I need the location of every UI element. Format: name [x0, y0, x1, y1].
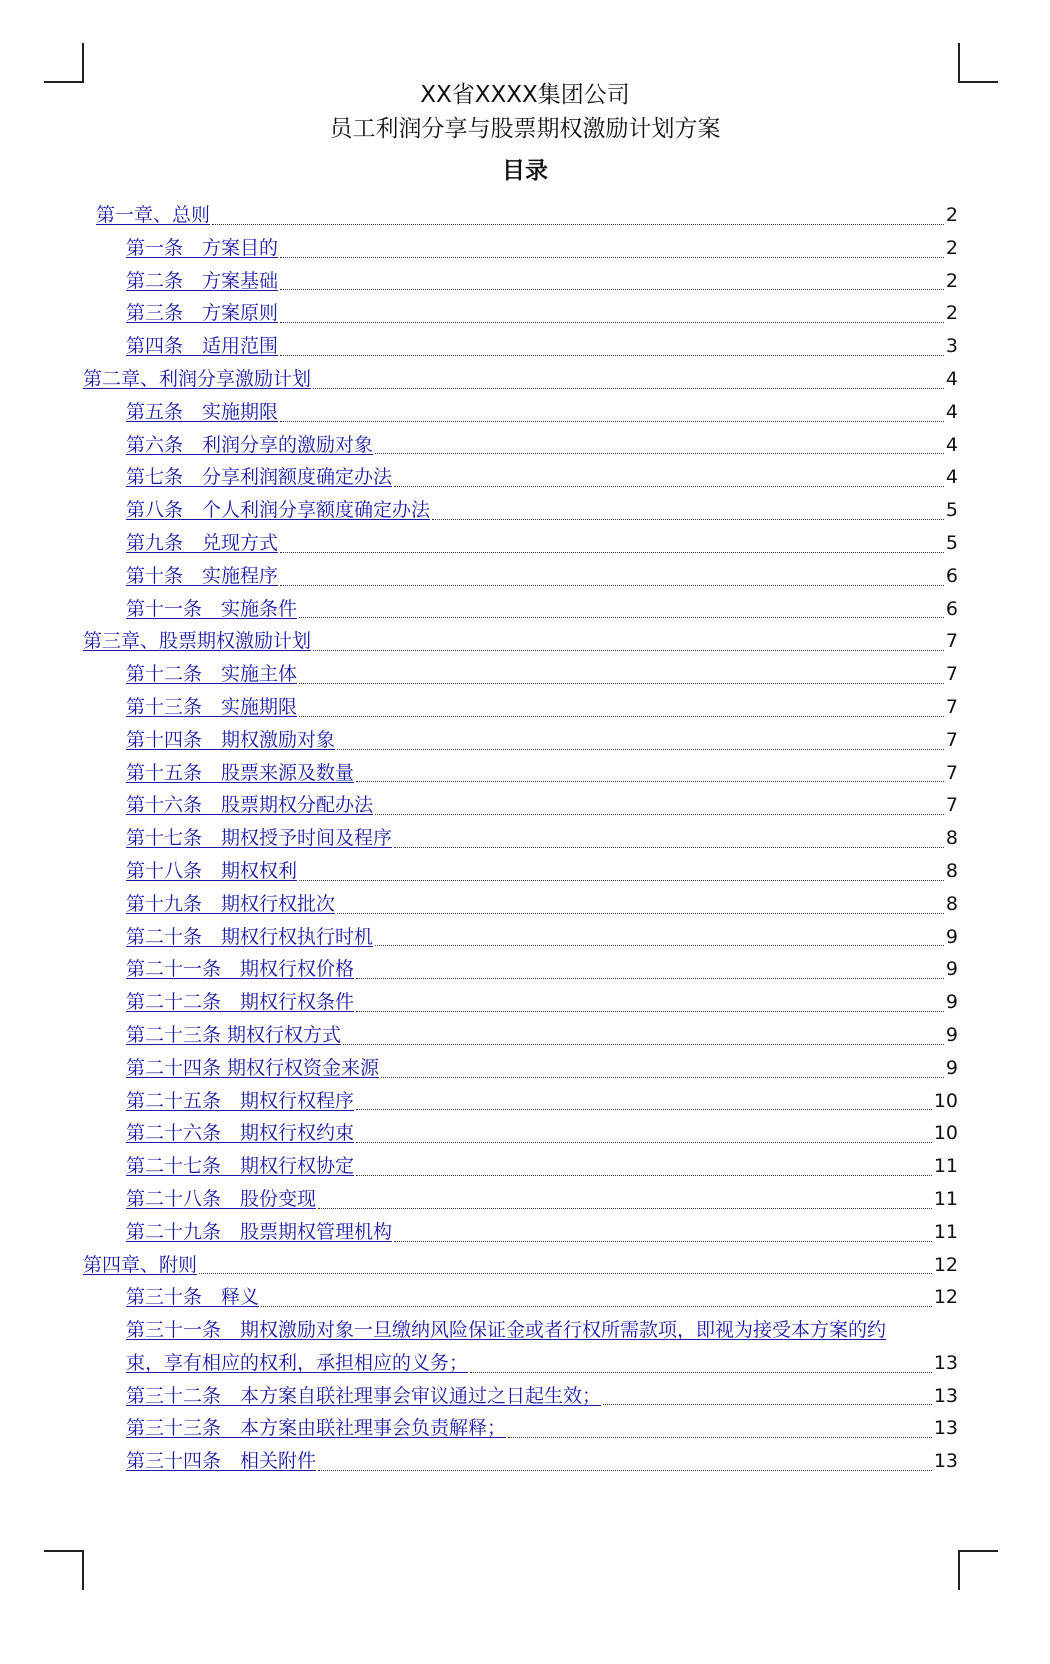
toc-entry-label[interactable]: 第十五条 股票来源及数量: [126, 761, 355, 784]
toc-article-entry[interactable]: [0, 954, 1050, 987]
toc-page-number: 12: [933, 1253, 958, 1276]
toc-page-number: 2: [945, 204, 958, 226]
toc-page-number: 13: [933, 1384, 958, 1407]
toc-dot-leader: [394, 1240, 932, 1242]
toc-article-entry[interactable]: [0, 462, 1050, 495]
toc-article-entry[interactable]: [0, 758, 1050, 791]
toc-article-entry[interactable]: [0, 233, 1050, 266]
toc-dot-leader: [356, 780, 944, 782]
toc-page-number: 2: [945, 302, 958, 325]
toc-dot-leader: [356, 1174, 932, 1176]
toc-dot-leader: [299, 682, 944, 684]
crop-mark-bottom-left: [44, 1550, 84, 1590]
toc-entry-label[interactable]: 第十一条 实施条件: [126, 597, 298, 620]
document-title-line-1: XX省XXXX集团公司: [420, 82, 630, 108]
toc-entry-label[interactable]: 第二十四条 期权行权资金来源: [126, 1056, 380, 1079]
toc-page-number: 4: [945, 433, 958, 456]
toc-entry-label[interactable]: 第二十二条 期权行权条件: [126, 991, 355, 1014]
toc-page-number: 7: [945, 728, 958, 751]
toc-dot-leader: [381, 1076, 944, 1078]
toc-entry-label[interactable]: 第二十七条 期权行权协定: [126, 1155, 355, 1178]
toc-page-number: 4: [945, 367, 958, 390]
crop-mark-top-right: [958, 43, 998, 83]
toc-page-number: 5: [945, 499, 958, 522]
toc-entry-label[interactable]: 第五条 实施期限: [126, 400, 279, 423]
toc-dot-leader: [313, 387, 944, 389]
toc-page-number: 6: [945, 597, 958, 620]
toc-entry-label[interactable]: 第三条 方案原则: [126, 302, 279, 325]
toc-page-number: 4: [945, 466, 958, 489]
document-header: [0, 78, 1050, 188]
toc-entry-label[interactable]: 第十六条 股票期权分配办法: [126, 794, 374, 817]
toc-dot-leader: [299, 879, 944, 881]
toc-dot-leader: [299, 616, 944, 618]
toc-article-entry[interactable]: [0, 987, 1050, 1020]
toc-page-number: 13: [933, 1351, 958, 1374]
toc-page-number: 9: [945, 1056, 958, 1079]
toc-dot-leader: [318, 1469, 932, 1471]
toc-dot-leader: [280, 321, 944, 323]
toc-entry-label[interactable]: 第二十一条 期权行权价格: [126, 958, 355, 981]
toc-entry-label[interactable]: 第二十六条 期权行权约束: [126, 1122, 355, 1145]
toc-page-number: 7: [945, 630, 958, 653]
toc-article-entry[interactable]: [0, 1086, 1050, 1119]
toc-article-entry[interactable]: [0, 1446, 1050, 1479]
toc-dot-leader: [356, 1108, 932, 1110]
toc-page-number: 11: [933, 1187, 958, 1210]
toc-dot-leader: [337, 748, 944, 750]
toc-entry[interactable]: [0, 1348, 1050, 1381]
toc-dot-leader: [337, 912, 944, 914]
toc-entry-label[interactable]: 第二条 方案基础: [126, 269, 279, 292]
toc-page-number: 8: [945, 859, 958, 882]
toc-entry-label[interactable]: 第二十五条 期权行权程序: [126, 1089, 355, 1112]
toc-dot-leader: [280, 256, 944, 258]
toc-page-number: 13: [933, 1417, 958, 1440]
document-title-line-2: 员工利润分享与股票期权激励计划方案: [329, 116, 721, 142]
toc-page-number: 2: [945, 269, 958, 292]
toc-article-entry[interactable]: [0, 594, 1050, 627]
toc-page-number: 9: [945, 1023, 958, 1046]
toc-dot-leader: [470, 1371, 932, 1373]
toc-entry-label[interactable]: 第二十条 期权行权执行时机: [126, 925, 374, 948]
toc-page-number: 10: [933, 1122, 958, 1145]
toc-chapter-entry[interactable]: [0, 1250, 1050, 1283]
table-of-contents: [0, 200, 1050, 1479]
crop-mark-bottom-right: [958, 1550, 998, 1590]
toc-dot-leader: [356, 977, 944, 979]
toc-entry-label[interactable]: 第十条 实施程序: [126, 564, 279, 587]
toc-page-number: 8: [945, 892, 958, 915]
toc-entry-label[interactable]: 第十八条 期权权利: [126, 859, 298, 882]
crop-mark-top-left: [44, 43, 84, 83]
toc-entry-label[interactable]: 第一条 方案目的: [126, 236, 279, 259]
toc-dot-leader: [432, 518, 944, 520]
toc-dot-leader: [356, 1010, 944, 1012]
toc-article-entry[interactable]: [0, 298, 1050, 331]
toc-article-entry[interactable]: [0, 1118, 1050, 1151]
toc-dot-leader: [375, 813, 944, 815]
toc-entry-label[interactable]: 第六条 利润分享的激励对象: [126, 433, 374, 456]
toc-page-number: 12: [933, 1286, 958, 1309]
toc-entry-label[interactable]: 第十四条 期权激励对象: [126, 728, 336, 751]
toc-article-entry[interactable]: [0, 725, 1050, 758]
toc-dot-leader: [394, 846, 944, 848]
toc-article-entry[interactable]: [0, 659, 1050, 692]
toc-page-number: 9: [945, 958, 958, 981]
toc-dot-leader: [212, 223, 944, 225]
toc-article-entry[interactable]: [0, 1151, 1050, 1184]
toc-page-number: 9: [945, 991, 958, 1014]
toc-page-number: 9: [945, 925, 958, 948]
toc-entry-label[interactable]: 第十三条 实施期限: [126, 695, 298, 718]
toc-article-entry[interactable]: [0, 856, 1050, 889]
toc-dot-leader: [343, 1043, 944, 1045]
toc-entry-label[interactable]: 第十二条 实施主体: [126, 663, 298, 686]
toc-page-number: 11: [933, 1155, 958, 1178]
toc-article-entry[interactable]: [0, 1282, 1050, 1315]
toc-page-number: 7: [945, 794, 958, 817]
toc-dot-leader: [375, 944, 944, 946]
toc-article-entry[interactable]: [0, 1184, 1050, 1217]
toc-entry-label[interactable]: 第三十条 释义: [126, 1286, 260, 1309]
toc-entry-label[interactable]: 第三十三条 本方案由联社理事会负责解释；: [126, 1417, 507, 1440]
toc-entry-label[interactable]: 第二十三条 期权行权方式: [126, 1023, 342, 1046]
toc-entry-label[interactable]: 第二十八条 股份变现: [126, 1187, 317, 1210]
toc-chapter-entry[interactable]: [0, 200, 1050, 233]
toc-page-number: 13: [933, 1450, 958, 1473]
toc-entry-label[interactable]: 第四章、附则: [83, 1253, 198, 1276]
toc-article-entry[interactable]: [0, 430, 1050, 463]
toc-page-number: 6: [945, 564, 958, 587]
toc-entry-label[interactable]: 第四条 适用范围: [126, 335, 279, 358]
toc-entry-label[interactable]: 第三章、股票期权激励计划: [83, 630, 312, 653]
toc-dot-leader: [318, 1207, 932, 1209]
toc-entry-label[interactable]: 第十七条 期权授予时间及程序: [126, 827, 393, 850]
toc-article-entry[interactable]: [0, 1413, 1050, 1446]
toc-entry-label[interactable]: 第二章、利润分享激励计划: [83, 367, 312, 390]
toc-page-number: 5: [945, 531, 958, 554]
toc-page-number: 4: [945, 400, 958, 423]
toc-entry-label[interactable]: 第七条 分享利润额度确定办法: [126, 466, 393, 489]
toc-page-number: 2: [945, 236, 958, 259]
toc-dot-leader: [356, 1141, 932, 1143]
toc-page-number: 8: [945, 827, 958, 850]
toc-entry-label[interactable]: 第三十一条 期权激励对象一旦缴纳风险保证金或者行权所需款项，即视为接受本方案的约: [126, 1319, 887, 1342]
toc-article-entry[interactable]: [0, 1053, 1050, 1086]
toc-entry-label[interactable]: 第二十九条 股票期权管理机构: [126, 1220, 393, 1243]
toc-page-number: 7: [945, 761, 958, 784]
toc-article-entry[interactable]: [0, 1217, 1050, 1250]
toc-entry-label[interactable]: 第八条 个人利润分享额度确定办法: [126, 499, 431, 522]
toc-page-number: 10: [933, 1089, 958, 1112]
toc-article-entry[interactable]: [0, 528, 1050, 561]
toc-dot-leader: [199, 1272, 932, 1274]
toc-article-entry[interactable]: [0, 823, 1050, 856]
toc-article-entry[interactable]: [0, 790, 1050, 823]
toc-entry-label[interactable]: 第三十四条 相关附件: [126, 1450, 317, 1473]
toc-page-number: 3: [945, 335, 958, 358]
toc-entry-label[interactable]: 第九条 兑现方式: [126, 531, 279, 554]
toc-chapter-entry[interactable]: [0, 364, 1050, 397]
toc-entry-line[interactable]: [0, 1315, 1050, 1348]
toc-dot-leader: [375, 452, 944, 454]
toc-chapter-entry[interactable]: [0, 626, 1050, 659]
toc-entry-label[interactable]: 第一章、总则: [96, 204, 211, 226]
toc-article-entry[interactable]: [0, 561, 1050, 594]
toc-page-number: 7: [945, 695, 958, 718]
toc-page-number: 7: [945, 663, 958, 686]
toc-article-entry[interactable]: [0, 692, 1050, 725]
toc-dot-leader: [313, 649, 944, 651]
toc-dot-leader: [299, 715, 944, 717]
toc-entry-label-continued[interactable]: 束，享有相应的权利，承担相应的义务；: [126, 1351, 469, 1374]
toc-dot-leader: [280, 420, 944, 422]
toc-article-entry[interactable]: [0, 889, 1050, 922]
toc-dot-leader: [603, 1403, 932, 1405]
toc-article-entry[interactable]: [0, 1381, 1050, 1414]
toc-page-number: 11: [933, 1220, 958, 1243]
toc-article-entry[interactable]: [0, 495, 1050, 528]
toc-dot-leader: [280, 551, 944, 553]
toc-dot-leader: [280, 584, 944, 586]
toc-article-entry[interactable]: [0, 331, 1050, 364]
toc-article-entry[interactable]: [0, 1020, 1050, 1053]
toc-entry-label[interactable]: 第三十二条 本方案自联社理事会审议通过之日起生效；: [126, 1384, 602, 1407]
toc-article-entry[interactable]: [0, 397, 1050, 430]
toc-entry-label[interactable]: 第十九条 期权行权批次: [126, 892, 336, 915]
toc-heading: 目录: [502, 158, 548, 184]
toc-article-entry[interactable]: [0, 922, 1050, 955]
toc-dot-leader: [508, 1436, 932, 1438]
toc-article-entry[interactable]: [0, 266, 1050, 299]
toc-dot-leader: [394, 485, 944, 487]
toc-dot-leader: [280, 288, 944, 290]
toc-dot-leader: [261, 1305, 932, 1307]
toc-dot-leader: [280, 354, 944, 356]
